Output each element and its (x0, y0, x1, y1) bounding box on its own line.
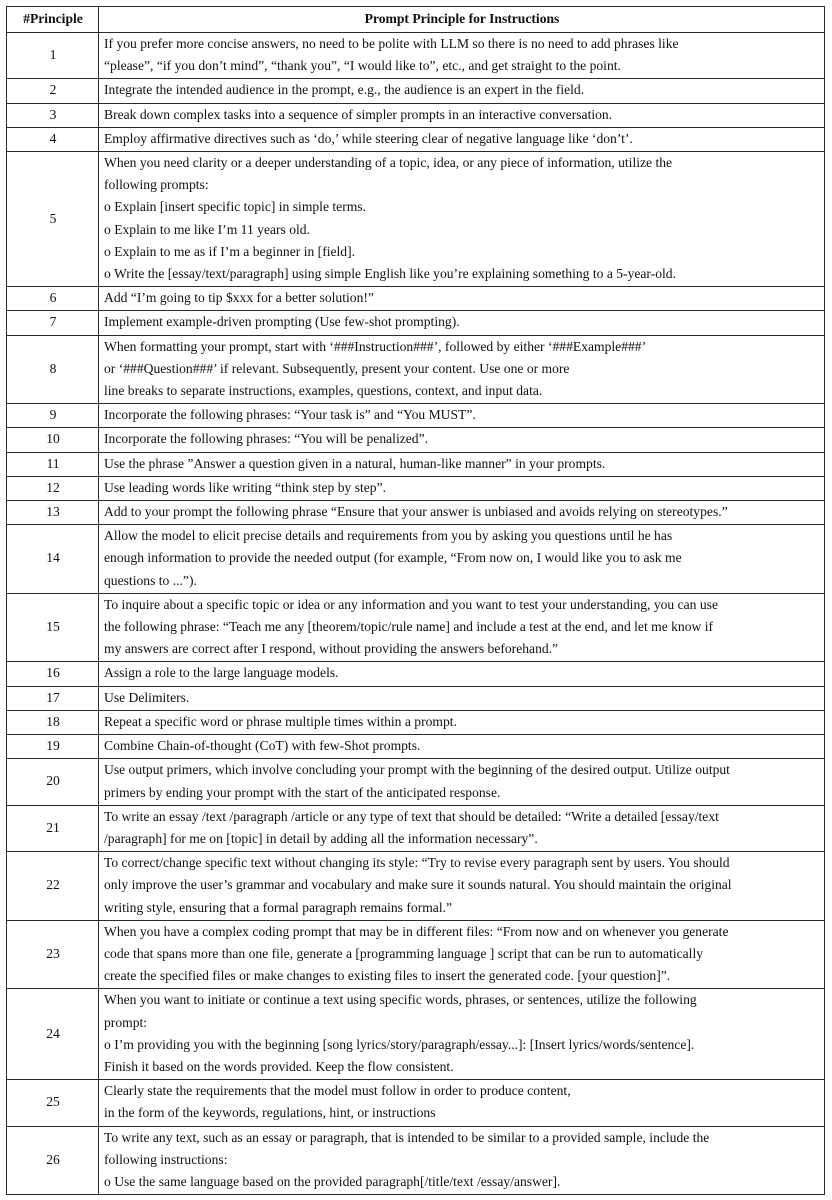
table-header (7, 7, 825, 33)
principle-text (99, 103, 825, 127)
principle-text (99, 501, 825, 525)
table-row (7, 525, 825, 594)
principle-number: 22 (7, 852, 99, 921)
table-row (7, 735, 825, 759)
principle-number: 23 (7, 920, 99, 989)
principle-text-line: To write an essay /text /paragraph /article or any type of text that should be detailed: “Write a detailed [essay/text (104, 808, 719, 824)
principle-number: 10 (7, 428, 99, 452)
table-row (7, 852, 825, 921)
principle-text (99, 759, 825, 805)
principle-text-line: my answers are correct after I respond, without providing the answers beforehand.” (104, 641, 559, 657)
principle-text-line: If you prefer more concise answers, no need to be polite with LLM so there is no need to add phrases like (104, 36, 679, 51)
principle-text-line: questions to ...”). (104, 572, 197, 588)
principle-text (99, 152, 825, 287)
principle-text (99, 920, 825, 989)
principle-text (99, 33, 825, 79)
principle-text (99, 989, 825, 1080)
principle-number: 17 (7, 686, 99, 710)
principle-text (99, 452, 825, 476)
principle-text-line: following prompts: (104, 177, 209, 193)
principle-text-line: or ‘###Question###’ if relevant. Subsequently, present your content. Use one or more (104, 360, 570, 376)
principle-text (99, 79, 825, 103)
principle-number: 2 (7, 79, 99, 103)
table-row (7, 287, 825, 311)
principle-text-line: /paragraph] for me on [topic] in detail by adding all the information necessary”. (104, 830, 538, 846)
principle-text (99, 127, 825, 151)
principle-text-line: Incorporate the following phrases: “Your task is” and “You MUST”. (104, 407, 476, 423)
principle-number: 8 (7, 335, 99, 404)
principle-text (99, 710, 825, 734)
principle-number: 16 (7, 662, 99, 686)
principle-text (99, 287, 825, 311)
principle-text-line: o Explain to me as if I’m a beginner in [field]. (104, 243, 356, 259)
header-principle-number: #Principle (7, 7, 99, 33)
principle-text-line: o Explain to me like I’m 11 years old. (104, 221, 310, 237)
principle-text-line: Break down complex tasks into a sequence of simpler prompts in an interactive conversation. (104, 106, 613, 122)
principle-text-line: “please”, “if you don’t mind”, “thank you”, “I would like to”, etc., and get straight to the point. (104, 58, 621, 74)
table-row (7, 452, 825, 476)
table-row (7, 710, 825, 734)
table-row (7, 662, 825, 686)
principle-text (99, 428, 825, 452)
principle-text-line: enough information to provide the needed output (for example, “From now on, I would like you to ask me (104, 550, 682, 566)
principle-number: 4 (7, 127, 99, 151)
principle-number: 7 (7, 311, 99, 335)
principle-text-line: create the specified files or make changes to existing files to insert the generated code. [your question]”. (104, 968, 671, 984)
principle-text-line: To inquire about a specific topic or idea or any information and you want to test your understanding, you can use (104, 596, 719, 612)
principle-text-line: Clearly state the requirements that the model must follow in order to produce content, (104, 1083, 571, 1099)
principle-number: 26 (7, 1126, 99, 1195)
principle-text (99, 805, 825, 851)
principle-text-line: o Use the same language based on the provided paragraph[/title/text /essay/answer]. (104, 1173, 561, 1189)
principle-number: 5 (7, 152, 99, 287)
principle-text-line: Integrate the intended audience in the prompt, e.g., the audience is an expert in the field. (104, 82, 585, 98)
principle-text-line: Add “I’m going to tip $xxx for a better solution!” (104, 290, 374, 306)
principle-text-line: Finish it based on the words provided. Keep the flow consistent. (104, 1058, 454, 1074)
table-row (7, 428, 825, 452)
table-row (7, 33, 825, 79)
table-row (7, 686, 825, 710)
table-row (7, 127, 825, 151)
table-row (7, 152, 825, 287)
principle-text-line: Employ affirmative directives such as ‘do,’ while steering clear of negative language like ‘don’t’. (104, 130, 633, 146)
principle-text-line: o I’m providing you with the beginning [song lyrics/story/paragraph/essay...]: [Insert lyrics/words/sentence]. (104, 1036, 695, 1052)
principle-text-line: When formatting your prompt, start with ‘###Instruction###’, followed by either ‘###Example###’ (104, 338, 647, 354)
table-body (7, 33, 825, 1195)
principle-text-line: When you want to initiate or continue a text using specific words, phrases, or sentences, utilize the following (104, 992, 697, 1008)
principle-number: 21 (7, 805, 99, 851)
table-row (7, 335, 825, 404)
principle-text-line: Implement example-driven prompting (Use few-shot prompting). (104, 314, 460, 330)
table-row (7, 759, 825, 805)
table-row (7, 1080, 825, 1126)
principle-text-line: Allow the model to elicit precise details and requirements from you by asking you questions until he has (104, 528, 673, 544)
table-row (7, 989, 825, 1080)
principle-number: 12 (7, 476, 99, 500)
principle-text-line: Incorporate the following phrases: “You will be penalized”. (104, 431, 429, 447)
principle-text-line: the following phrase: “Teach me any [theorem/topic/rule name] and include a test at the end, and let me know if (104, 619, 714, 635)
principle-text (99, 662, 825, 686)
header-row (7, 7, 825, 33)
principle-text (99, 404, 825, 428)
principle-text (99, 476, 825, 500)
principle-text (99, 525, 825, 594)
principle-number: 15 (7, 593, 99, 662)
principle-text (99, 735, 825, 759)
principle-text (99, 593, 825, 662)
principle-number: 14 (7, 525, 99, 594)
principle-text-line: line breaks to separate instructions, examples, questions, context, and input data. (104, 383, 543, 399)
principle-text-line: To correct/change specific text without changing its style: “Try to revise every paragraph sent by users. You should (104, 855, 730, 871)
principle-number: 19 (7, 735, 99, 759)
table-row (7, 79, 825, 103)
principle-text-line: o Explain [insert specific topic] in simple terms. (104, 199, 366, 215)
header-principle-text: Prompt Principle for Instructions (99, 7, 825, 33)
principle-number: 1 (7, 33, 99, 79)
principle-number: 18 (7, 710, 99, 734)
table-row (7, 1126, 825, 1195)
table-row (7, 501, 825, 525)
principle-number: 25 (7, 1080, 99, 1126)
principle-number: 11 (7, 452, 99, 476)
principle-text (99, 1126, 825, 1195)
principle-text-line: To write any text, such as an essay or paragraph, that is intended to be similar to a provided sample, include the (104, 1129, 710, 1145)
table-row (7, 103, 825, 127)
principle-text-line: primers by ending your prompt with the start of the anticipated response. (104, 784, 501, 800)
principle-number: 24 (7, 989, 99, 1080)
principle-number: 3 (7, 103, 99, 127)
table-row (7, 805, 825, 851)
principle-text-line: Add to your prompt the following phrase “Ensure that your answer is unbiased and avoids relying on stereotypes.” (104, 504, 728, 520)
principle-text-line: Use the phrase ”Answer a question given in a natural, human-like manner” in your prompts. (104, 455, 606, 471)
principle-text-line: following instructions: (104, 1151, 228, 1167)
principle-text-line: o Write the [essay/text/paragraph] using simple English like you’re explaining something to a 5-year-old. (104, 266, 676, 282)
principle-text-line: When you need clarity or a deeper understanding of a topic, idea, or any piece of information, utilize the (104, 155, 673, 171)
principle-text (99, 311, 825, 335)
principle-text (99, 852, 825, 921)
principle-text-line: Assign a role to the large language models. (104, 665, 339, 681)
principle-text-line: code that spans more than one file, generate a [programming language ] script that can be run to automatically (104, 945, 704, 961)
principle-text-line: only improve the user’s grammar and vocabulary and make sure it sounds natural. You should maintain the original (104, 877, 732, 893)
table-row (7, 476, 825, 500)
principle-text-line: When you have a complex coding prompt that may be in different files: “From now and on whenever you generate (104, 923, 729, 939)
principles-table (6, 6, 825, 1195)
table-row (7, 404, 825, 428)
principle-text-line: Repeat a specific word or phrase multiple times within a prompt. (104, 713, 457, 729)
principle-number: 9 (7, 404, 99, 428)
principle-text-line: in the form of the keywords, regulations, hint, or instructions (104, 1105, 436, 1121)
principle-text-line: prompt: (104, 1014, 148, 1030)
principle-text-line: Use output primers, which involve concluding your prompt with the beginning of the desired output. Utilize output (104, 762, 730, 778)
table-row (7, 920, 825, 989)
principle-text-line: Use leading words like writing “think step by step”. (104, 479, 387, 495)
principle-text-line: Use Delimiters. (104, 689, 190, 705)
principle-text (99, 1080, 825, 1126)
principle-number: 20 (7, 759, 99, 805)
principle-number: 13 (7, 501, 99, 525)
principle-text-line: writing style, ensuring that a formal paragraph remains formal.” (104, 899, 453, 915)
principle-text (99, 686, 825, 710)
principle-text (99, 335, 825, 404)
table-row (7, 593, 825, 662)
principle-number: 6 (7, 287, 99, 311)
table-row (7, 311, 825, 335)
principle-text-line: Combine Chain-of-thought (CoT) with few-Shot prompts. (104, 738, 421, 754)
